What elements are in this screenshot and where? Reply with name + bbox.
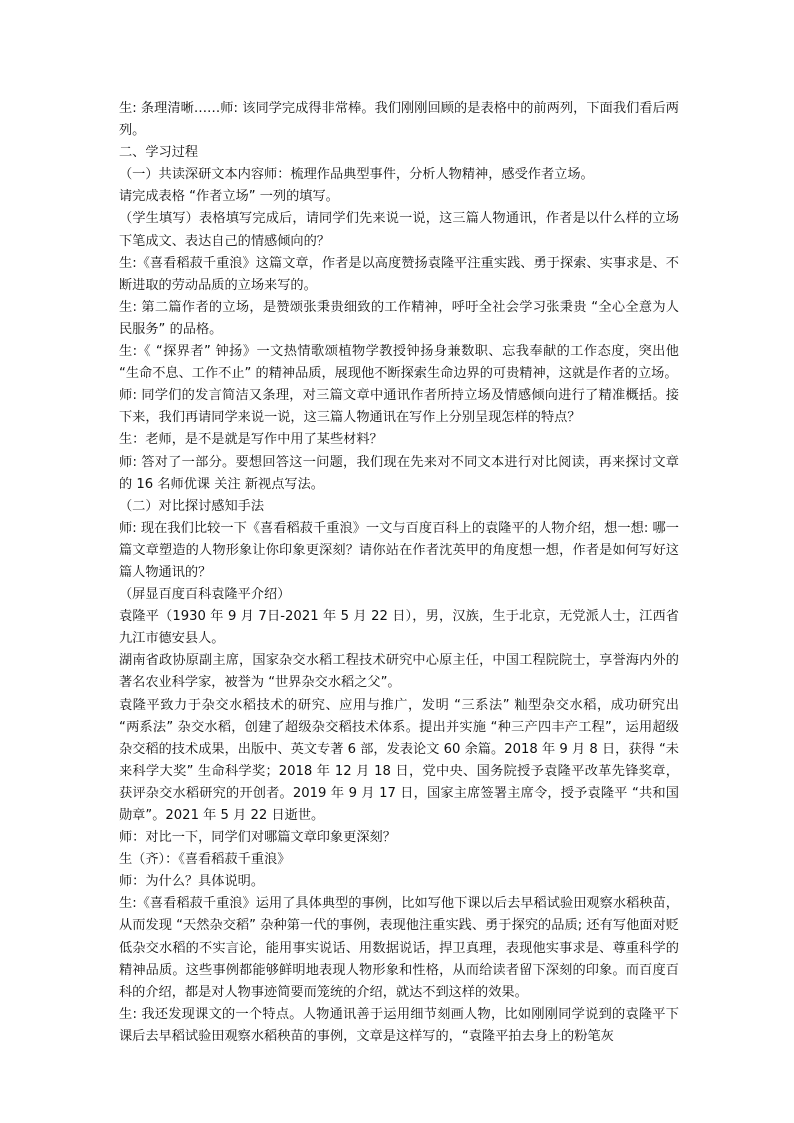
section-heading: 二、学习过程 bbox=[119, 145, 199, 161]
paragraph: 师：对比一下，同学们对哪篇文章印象更深刻？ bbox=[119, 830, 396, 846]
paragraph: 生: 条理清晰……师: 该同学完成得非常棒。我们刚刚回顾的是表格中的前两列，下面我们看后两列。 bbox=[119, 101, 679, 139]
paragraph: 生:《 “探界者” 钟扬》一文热情歌颂植物学教授钟扬身兼数职、忘我奉献的工作态度，突出他 “生命不息、工作不止” 的精神品质，展现他不断探索生命边界的可贵精神，这就是作者的立场。 bbox=[119, 344, 679, 382]
paragraph: 师: 现在我们比较一下《喜看稻菽千重浪》一文与百度百科上的袁隆平的人物介绍，想一想: 哪一篇文章塑造的人物形象让你印象更深刻？请你站在作者沈英甲的角度想一想，作者是如何写好这篇人物通讯的？ bbox=[119, 520, 679, 580]
paragraph: 生：老师，是不是就是写作中用了某些材料？ bbox=[119, 432, 383, 448]
paragraph: 湖南省政协原副主席，国家杂交水稻工程技术研究中心原主任，中国工程院院士，享誉海内外的著名农业科学家，被誉为 “世界杂交水稻之父”。 bbox=[119, 653, 679, 691]
document-page bbox=[119, 98, 679, 1048]
paragraph: （屏显百度百科袁隆平介绍） bbox=[119, 587, 291, 603]
paragraph: 生:《喜看稻菽千重浪》运用了具体典型的事例，比如写他下课以后去早稻试验田观察水稻秧苗，从而发现 “天然杂交稻” 杂种第一代的事例，表现他注重实践、勇于探究的品质; 还有写他面对贬低杂交水稻的不实言论，能用事实说话、用数据说话，捍卫真理，表现他实事求是、尊重科学的精神品质。这些事例都能够鲜明地表现人物形象和性格，从而给读者留下深刻的印象。而百度百科的介绍，都是对人物事迹简要而笼统的介绍，就达不到这样的效果。 bbox=[119, 896, 679, 1000]
subsection-heading: （一）共读深研文本内容师：梳理作品典型事件，分析人物精神，感受作者立场。 bbox=[119, 167, 594, 183]
subsection-heading: （二）对比探讨感知手法 bbox=[119, 498, 265, 514]
paragraph: 师: 答对了一部分。要想回答这一问题，我们现在先来对不同文本进行对比阅读，再来探讨文章的 16 名师优课 关注 新视点写法。 bbox=[119, 454, 679, 492]
paragraph: （学生填写）表格填写完成后，请同学们先来说一说，这三篇人物通讯，作者是以什么样的立场下笔成文、表达自己的情感倾向的？ bbox=[119, 211, 679, 249]
paragraph: 生: 我还发现课文的一个特点。人物通讯善于运用细节刻画人物，比如刚刚同学说到的袁隆平下课后去早稻试验田观察水稻秧苗的事例，文章是这样写的，“袁隆平拍去身上的粉笔灰 bbox=[119, 1006, 679, 1044]
paragraph: 生: 第二篇作者的立场，是赞颂张秉贵细致的工作精神，呼吁全社会学习张秉贵 “全心全意为人民服务” 的品格。 bbox=[119, 299, 679, 337]
paragraph: 袁隆平（1930 年 9 月 7日-2021 年 5 月 22 日），男，汉族，生于北京，无党派人士，江西省九江市德安县人。 bbox=[119, 609, 679, 647]
paragraph: 生（齐）：《喜看稻菽千重浪》 bbox=[119, 852, 291, 868]
paragraph: 生:《喜看稻菽千重浪》这篇文章，作者是以高度赞扬袁隆平注重实践、勇于探索、实事求是、不断进取的劳动品质的立场来写的。 bbox=[119, 255, 679, 293]
paragraph: 袁隆平致力于杂交水稻技术的研究、应用与推广，发明 “三系法” 籼型杂交水稻，成功研究出 “两系法” 杂交水稻，创建了超级杂交稻技术体系。提出并实施 “种三产四丰产工程”，运用超级杂交稻的技术成果，出版中、英文专著 6 部，发表论文 60 余篇。2018 年 9 月 8 日，获得 “未来科学大奖” 生命科学奖；2018 年 12 月 18 日，党中央、国务院授予袁隆平改革先锋奖章，获评杂交水稻研究的开创者。2019 年 9 月 17 日，国家主席签署主席令，授予袁隆平 “共和国勋章”。2021 年 5 月 22 日逝世。 bbox=[119, 697, 679, 823]
paragraph: 请完成表格 “作者立场” 一列的填写。 bbox=[119, 189, 339, 205]
paragraph: 师: 同学们的发言简洁又条理，对三篇文章中通讯作者所持立场及情感倾向进行了精准概括。接下来，我们再请同学来说一说，这三篇人物通讯在写作上分别呈现怎样的特点？ bbox=[119, 388, 679, 426]
paragraph: 师：为什么？具体说明。 bbox=[119, 874, 265, 890]
